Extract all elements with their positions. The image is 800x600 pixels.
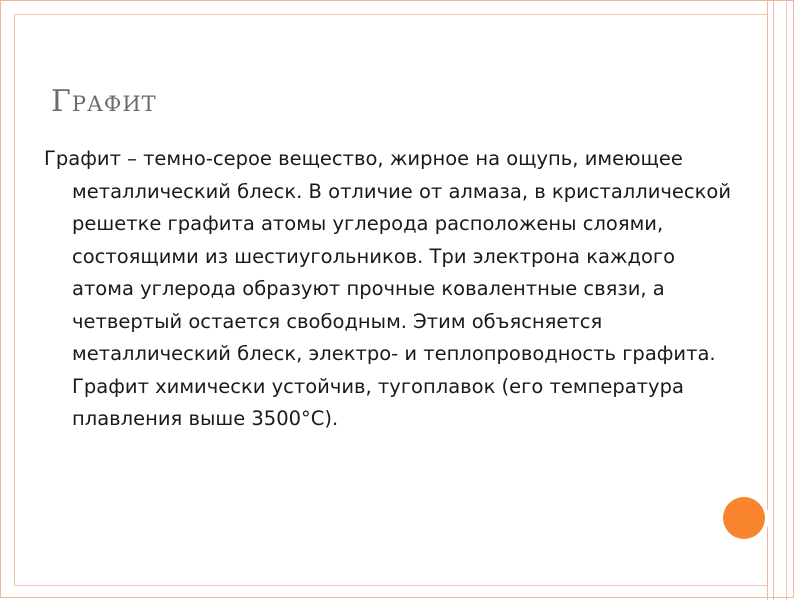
slide-body-text: Графит – темно-серое вещество, жирное на ощупь, имеющее металлический блеск. В отличие от алмаза, в кристаллической решетке графита атомы углерода расположены слоями, состоящими из шестиугольников. Три электрона каждого атома углерода образуют прочные ковалентные связи, а четвертый остается свободным. Этим объясняется металлический блеск, электро- и теплопроводность графита. Графит химически устойчив, тугоплавок (его температура плавления выше 3500°С). — [44, 147, 732, 430]
slide-title: Графит — [51, 84, 157, 119]
frame-right-line — [773, 0, 774, 600]
decorative-circle-icon — [723, 497, 765, 539]
frame-right-line — [786, 0, 787, 600]
frame-right-line — [767, 0, 768, 600]
